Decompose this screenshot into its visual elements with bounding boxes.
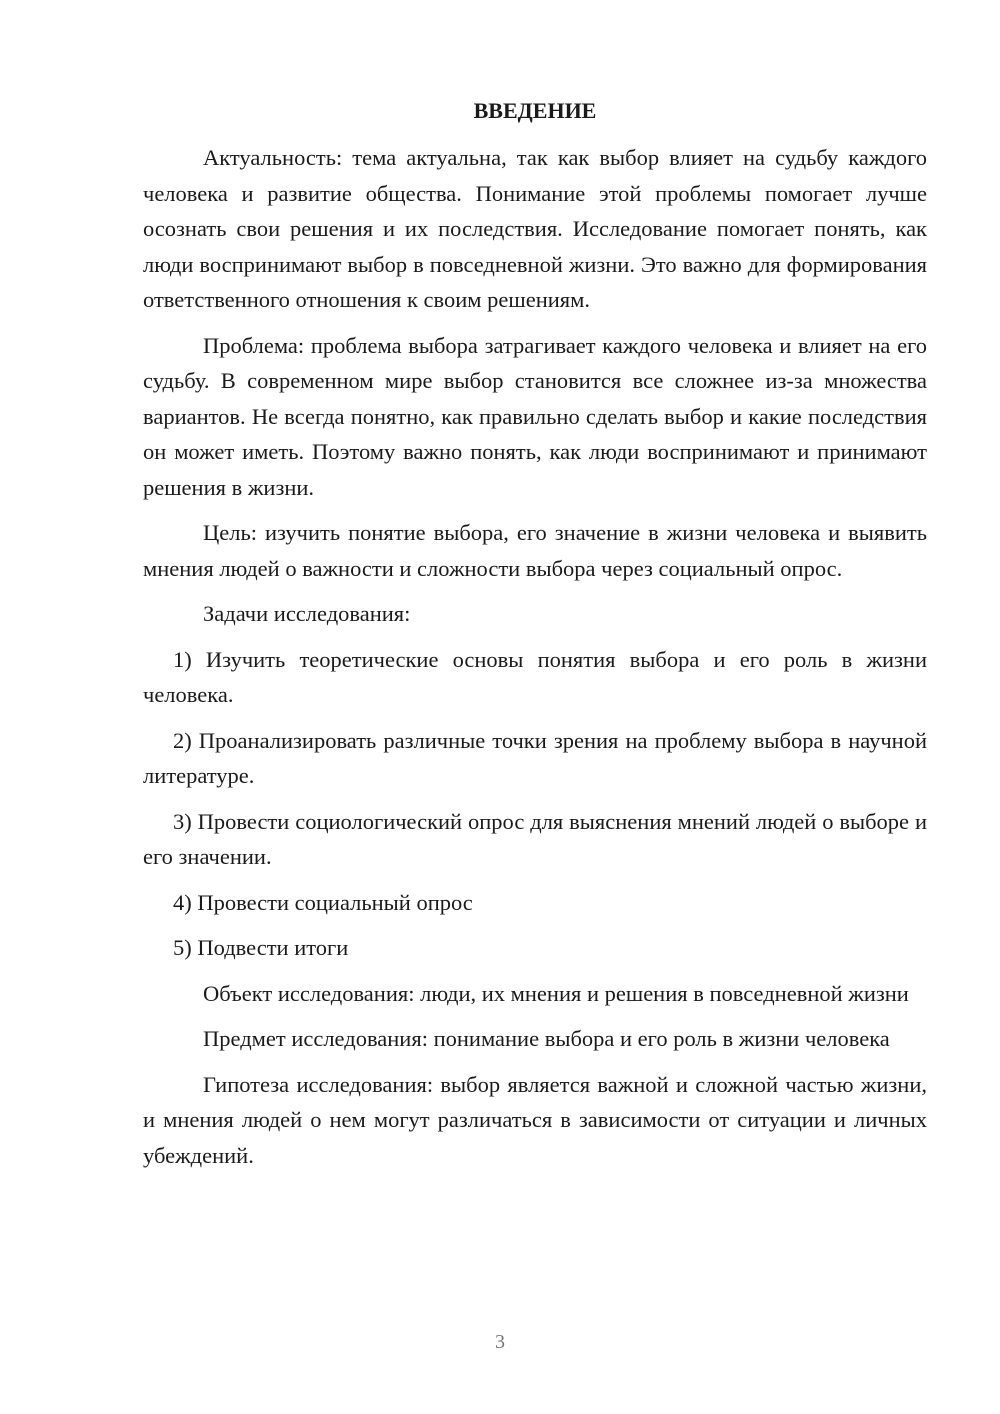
problem-paragraph: Проблема: проблема выбора затрагивает каждого человека и влияет на его судьбу. В современном мире выбор становится все сложнее из-за множества вариантов. Не всегда понятно, как правильно сделать выбор и какие последствия он может иметь. Поэтому важно понять, как люди воспринимают и принимают решения в жизни.	[143, 332, 927, 500]
task-item-1: 1) Изучить теоретические основы понятия выбора и его роль в жизни человека.	[143, 646, 927, 707]
tasks-heading: Задачи исследования:	[203, 601, 411, 626]
task-item-3: 3) Провести социологический опрос для выяснения мнений людей о выборе и его значении.	[143, 808, 927, 869]
task-item-2: 2) Проанализировать различные точки зрения на проблему выбора в научной литературе.	[143, 727, 927, 788]
goal-paragraph: Цель: изучить понятие выбора, его значение в жизни человека и выявить мнения людей о важности и сложности выбора через социальный опрос.	[143, 520, 927, 581]
page-number: 3	[495, 1331, 505, 1353]
object-paragraph: Объект исследования: люди, их мнения и решения в повседневной жизни	[203, 980, 909, 1006]
page-title: ВВЕДЕНИЕ	[473, 98, 597, 123]
subject-paragraph: Предмет исследования: понимание выбора и его роль в жизни человека	[203, 1026, 890, 1051]
task-item-5: 5) Подвести итоги	[173, 935, 349, 960]
task-item-4: 4) Провести социальный опрос	[173, 889, 473, 915]
document-body	[143, 93, 927, 1183]
hypothesis-paragraph: Гипотеза исследования: выбор является важной и сложной частью жизни, и мнения людей о нем могут различаться в зависимости от ситуации и личных убеждений.	[143, 1071, 927, 1168]
relevance-paragraph: Актуальность: тема актуальна, так как выбор влияет на судьбу каждого человека и развитие общества. Понимание этой проблемы помогает лучше осознать свои решения и их последствия. Исследование помогает понять, как люди воспринимают выбор в повседневной жизни. Это важно для формирования ответственного отношения к своим решениям.	[143, 145, 927, 312]
